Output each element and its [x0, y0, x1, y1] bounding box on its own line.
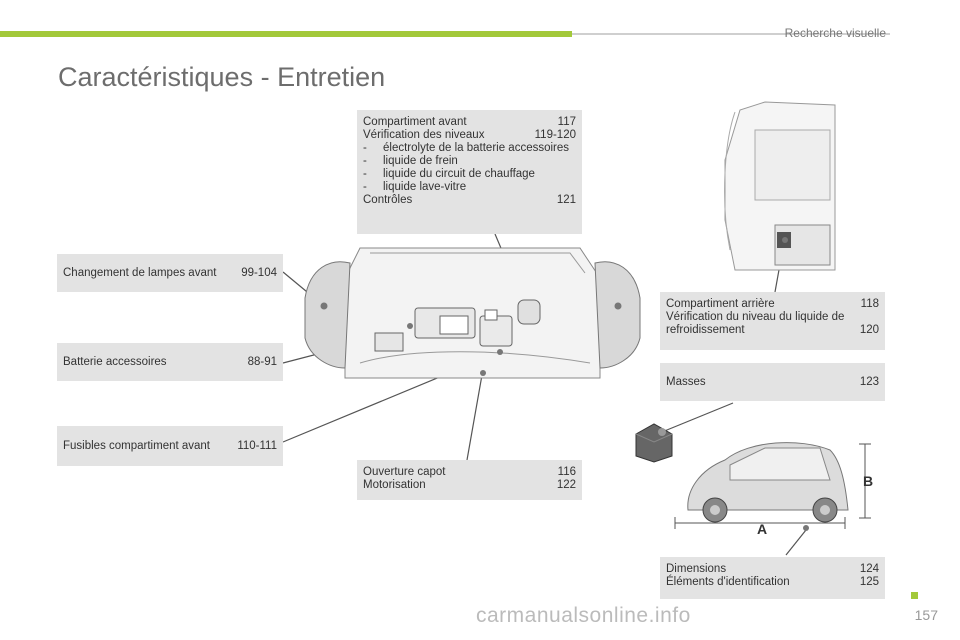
page-title: Caractéristiques - Entretien [58, 62, 386, 92]
identification-row[interactable] [666, 576, 879, 589]
entry-label: Batterie accessoires [63, 356, 167, 368]
rear-compartment-row[interactable] [666, 298, 879, 311]
engine-row[interactable] [363, 479, 576, 492]
bonnet-row[interactable] [363, 466, 576, 479]
dimension-b-label: B [862, 473, 874, 489]
page-ref: 123 [859, 376, 879, 388]
page-ref: 116 [557, 466, 576, 478]
level-check-row[interactable] [363, 129, 576, 142]
page-ref: 110-111 [237, 440, 277, 452]
engine-bay-illustration [300, 238, 645, 398]
masses-box[interactable] [660, 363, 885, 401]
front-compartment-row[interactable] [363, 116, 576, 129]
entry-label: Compartiment avant [363, 116, 467, 128]
dimensions-box [660, 557, 885, 599]
front-lamps-box[interactable] [57, 254, 283, 292]
list-item: - électrolyte de la batterie accessoires [363, 142, 570, 154]
entry-label: Contrôles [363, 194, 413, 206]
page-ref: 117 [557, 116, 576, 128]
front-compartment-box [357, 110, 582, 234]
list-item: - liquide lave-vitre [363, 181, 467, 193]
page-ref: 121 [556, 194, 576, 206]
car-dimensions-illustration [670, 430, 885, 545]
entry-label: Vérification du niveau du liquide de refroidissement [666, 311, 845, 336]
dimensions-row[interactable] [666, 563, 879, 576]
list-item: - liquide du circuit de chauffage [363, 168, 535, 180]
page-ref: 122 [556, 479, 576, 491]
page-ref: 118 [860, 298, 879, 310]
entry-label: Vérification des niveaux [363, 129, 485, 141]
page-ref: 124 [859, 563, 879, 575]
battery-box[interactable] [57, 343, 283, 381]
bonnet-box [357, 460, 582, 500]
page-ref: 88-91 [247, 356, 277, 368]
page-ref: 99-104 [241, 267, 277, 279]
watermark: carmanualsonline.info [476, 604, 691, 627]
dimension-a-label: A [756, 521, 768, 537]
page-marker-icon [911, 592, 918, 599]
page-ref: 120 [859, 324, 879, 336]
section-title: Recherche visuelle [784, 26, 886, 40]
list-item: - liquide de frein [363, 155, 458, 167]
page-number: 157 [914, 607, 938, 623]
entry-label: Changement de lampes avant [63, 267, 217, 279]
entry-label: Ouverture capot [363, 466, 446, 478]
fuses-box[interactable] [57, 426, 283, 466]
rear-compartment-illustration [705, 100, 840, 280]
entry-label: Éléments d'identification [666, 576, 790, 588]
page-ref: 119-120 [534, 129, 576, 141]
page-ref: 125 [859, 576, 879, 588]
coolant-row[interactable] [666, 311, 879, 337]
entry-label: Motorisation [363, 479, 426, 491]
entry-label: Fusibles compartiment avant [63, 440, 211, 452]
entry-label: Compartiment arrière [666, 298, 775, 310]
entry-label: Masses [666, 376, 706, 388]
rear-compartment-box [660, 292, 885, 350]
controls-row[interactable] [363, 194, 576, 207]
entry-label: Dimensions [666, 563, 727, 575]
